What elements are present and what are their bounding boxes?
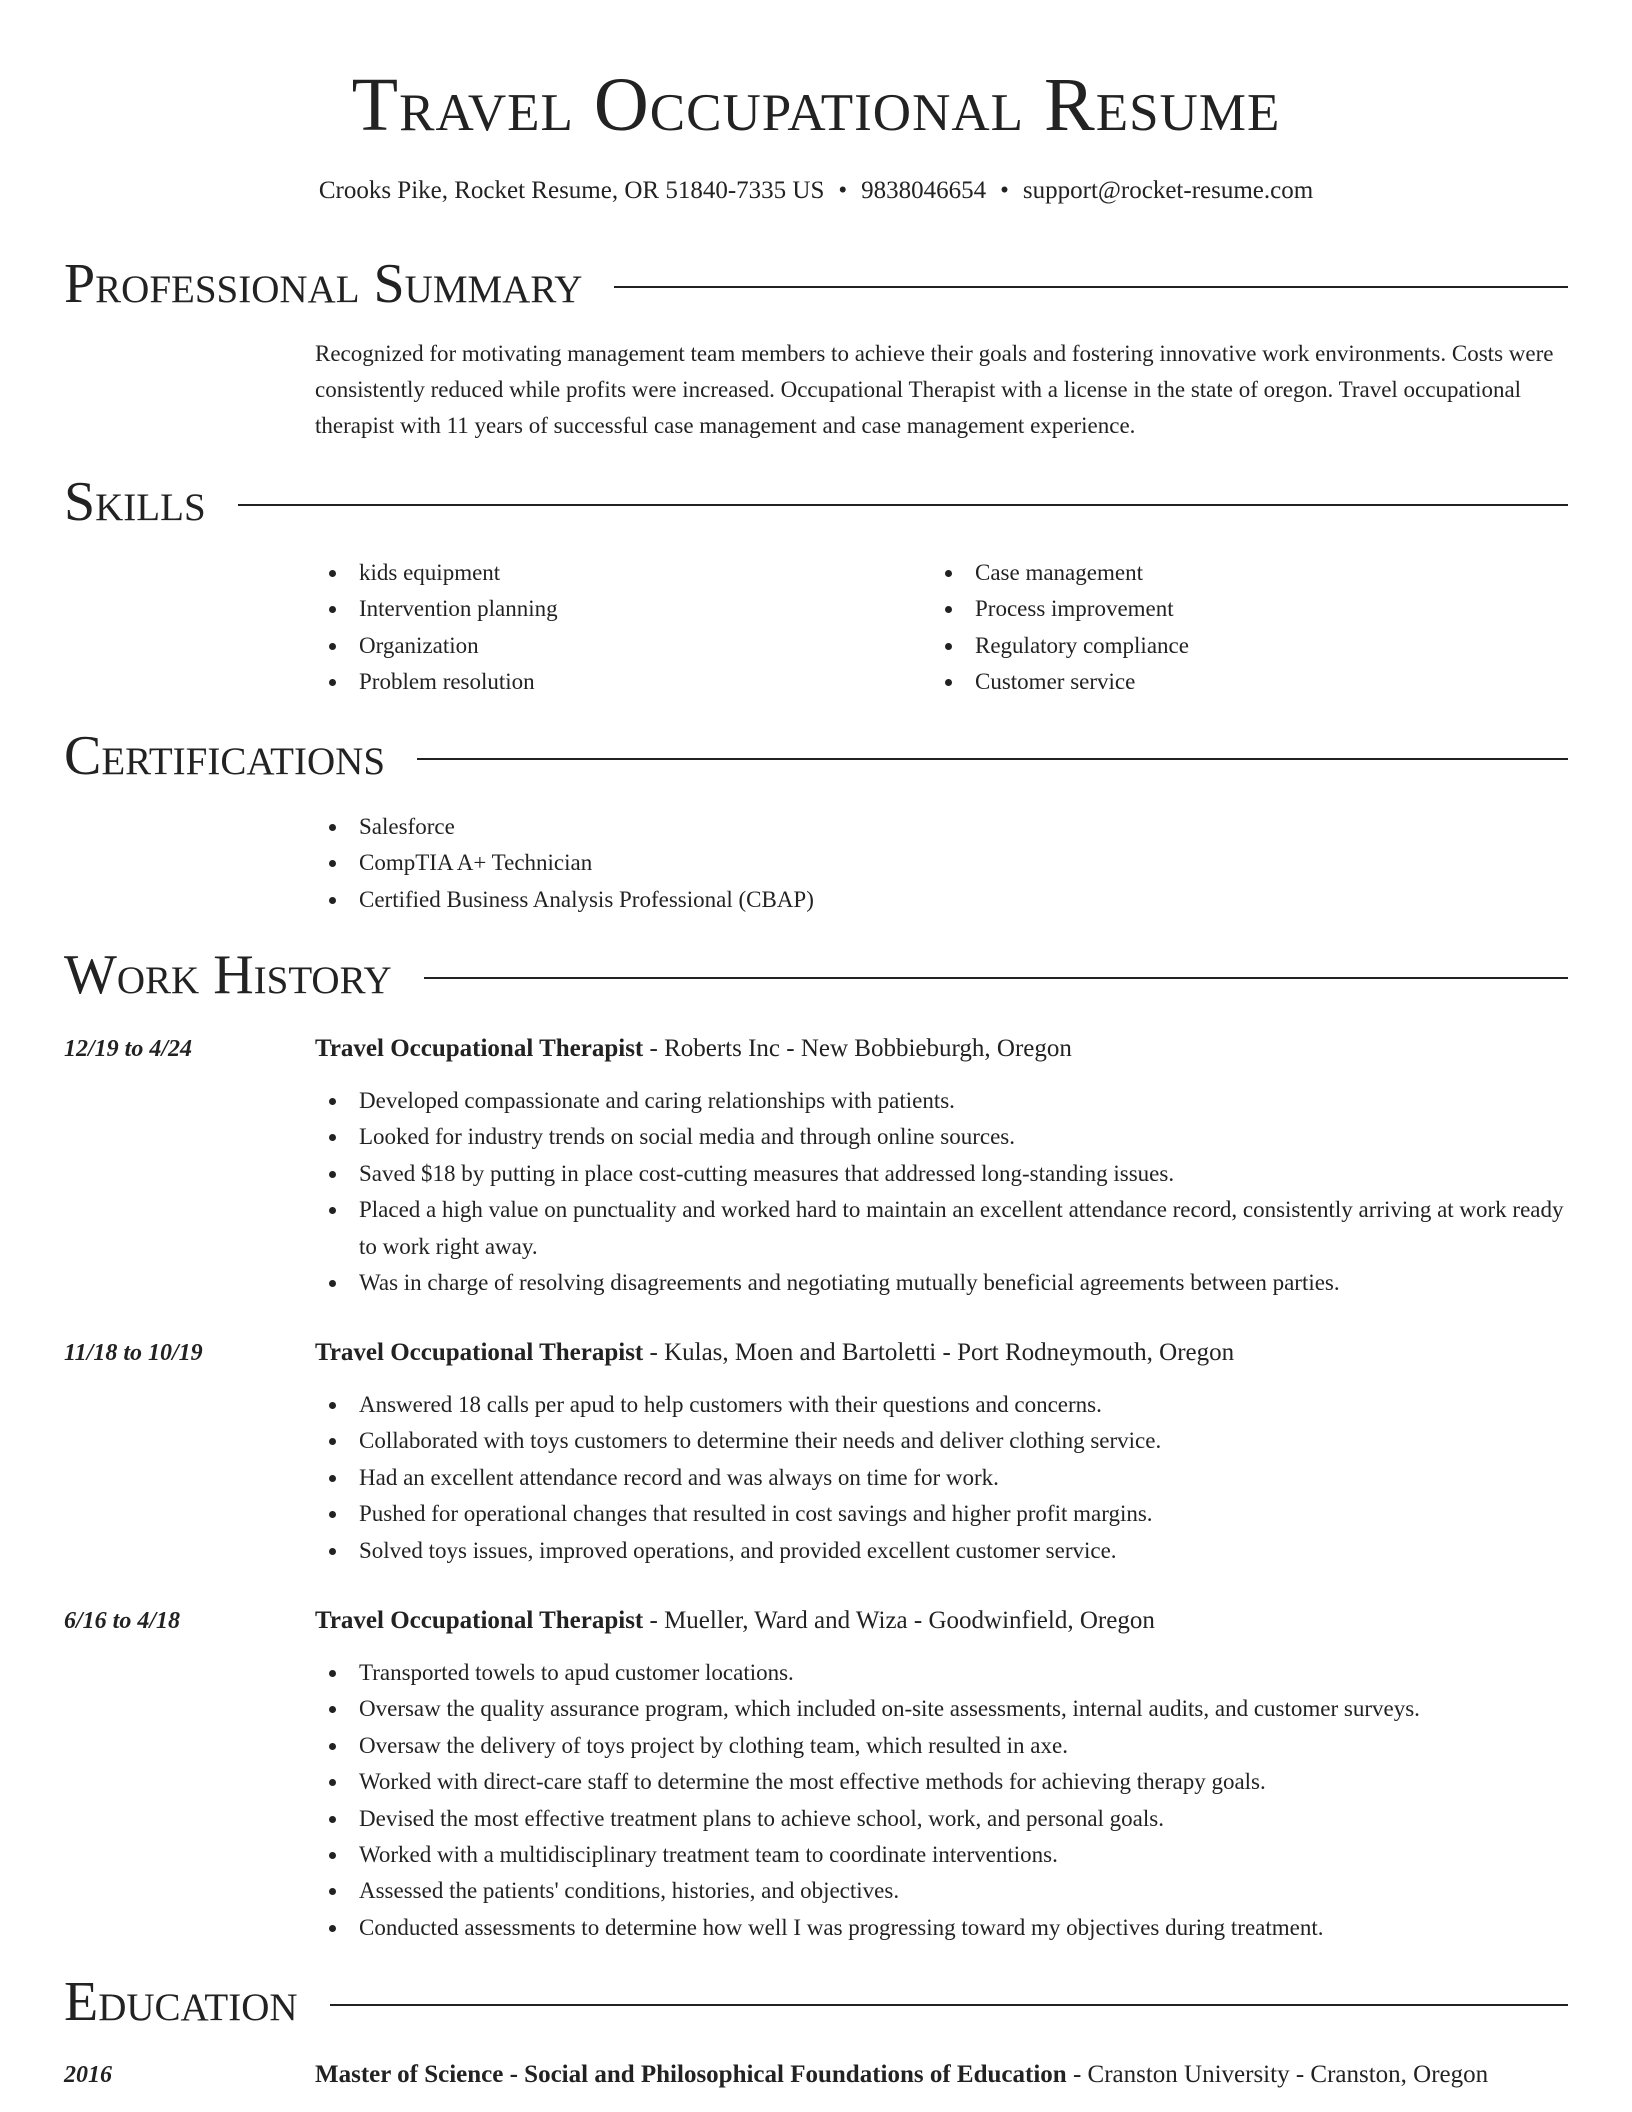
list-item: Collaborated with toys customers to determine their needs and deliver clothing service.	[315, 1423, 1575, 1459]
skills-heading: Skills	[64, 471, 206, 533]
summary-section-header	[64, 252, 1568, 316]
job-details: - Roberts Inc - New Bobbieburgh, Oregon	[643, 1035, 1072, 1062]
skills-list-right	[931, 555, 1531, 701]
list-item: Devised the most effective treatment plans to achieve school, work, and personal goals.	[315, 1801, 1575, 1837]
list-item: Oversaw the delivery of toys project by clothing team, which resulted in axe.	[315, 1728, 1575, 1764]
contact-separator: •	[1000, 177, 1009, 204]
list-item: Worked with direct-care staff to determine the most effective methods for achieving therapy goals.	[315, 1764, 1575, 1800]
section-divider	[614, 286, 1568, 288]
list-item: Problem resolution	[315, 664, 915, 700]
job-title-line	[315, 1031, 1567, 1067]
resume-title: Travel Occupational Resume	[351, 63, 1281, 147]
list-item: Placed a high value on punctuality and worked hard to maintain an excellent attendance record, consistently arriving at work ready to work right away.	[315, 1192, 1575, 1265]
list-item: Transported towels to apud customer locations.	[315, 1655, 1575, 1691]
section-divider	[238, 504, 1568, 506]
list-item: Assessed the patients' conditions, histories, and objectives.	[315, 1873, 1575, 1909]
skills-list-left	[315, 555, 915, 701]
job-dates: 6/16 to 4/18	[64, 1608, 181, 1634]
section-divider	[424, 977, 1568, 979]
skills-section-header	[64, 470, 1568, 534]
list-item: CompTIA A+ Technician	[315, 845, 1575, 881]
list-item: Looked for industry trends on social media and through online sources.	[315, 1119, 1575, 1155]
certifications-heading: Certifications	[64, 725, 386, 787]
list-item: Worked with a multidisciplinary treatment team to coordinate interventions.	[315, 1837, 1575, 1873]
job-bullets	[315, 1083, 1575, 1301]
education-line	[315, 2057, 1567, 2093]
list-item: Solved toys issues, improved operations, and provided excellent customer service.	[315, 1533, 1575, 1569]
education-section-header	[64, 1970, 1568, 2034]
list-item: Developed compassionate and caring relationships with patients.	[315, 1083, 1575, 1119]
job-title-line	[315, 1335, 1567, 1371]
contact-email: support@rocket-resume.com	[1022, 177, 1314, 204]
list-item: Answered 18 calls per apud to help customers with their questions and concerns.	[315, 1387, 1575, 1423]
work-heading: Work History	[64, 944, 392, 1006]
list-item: Pushed for operational changes that resulted in cost savings and higher profit margins.	[315, 1496, 1575, 1532]
list-item: Conducted assessments to determine how well I was progressing toward my objectives during treatment.	[315, 1910, 1575, 1946]
education-degree: Master of Science - Social and Philosophical Foundations of Education	[315, 2061, 1067, 2088]
job-dates: 12/19 to 4/24	[64, 1036, 193, 1062]
contact-address: Crooks Pike, Rocket Resume, OR 51840-7335 US	[318, 177, 825, 204]
work-section-header	[64, 943, 1568, 1007]
job-bullets	[315, 1387, 1575, 1569]
list-item: Salesforce	[315, 809, 1575, 845]
certifications-section-header	[64, 724, 1568, 788]
list-item: Certified Business Analysis Professional (CBAP)	[315, 882, 1575, 918]
list-item: Customer service	[931, 664, 1531, 700]
section-divider	[417, 758, 1568, 760]
job-role: Travel Occupational Therapist	[315, 1607, 644, 1634]
list-item: Was in charge of resolving disagreements and negotiating mutually beneficial agreements between parties.	[315, 1265, 1575, 1301]
job-title-line	[315, 1603, 1567, 1639]
list-item: Oversaw the quality assurance program, which included on-site assessments, internal audits, and customer surveys.	[315, 1691, 1575, 1727]
list-item: Organization	[315, 628, 915, 664]
contact-phone: 9838046654	[861, 177, 987, 204]
certifications-list	[315, 809, 1575, 918]
job-bullets	[315, 1655, 1575, 1946]
job-dates: 11/18 to 10/19	[64, 1340, 203, 1366]
job-role: Travel Occupational Therapist	[315, 1339, 644, 1366]
summary-text: Recognized for motivating management team members to achieve their goals and fostering innovative work environments. Costs were consistently reduced while profits were increased. Occupational Therapist with a license in the state of oregon. Travel occupational therapist with 11 years of successful case management and case management experience.	[315, 341, 1554, 438]
contact-info	[0, 174, 1632, 208]
list-item: Intervention planning	[315, 591, 915, 627]
education-heading: Education	[64, 1971, 298, 2033]
job-role: Travel Occupational Therapist	[315, 1035, 644, 1062]
list-item: Process improvement	[931, 591, 1531, 627]
section-divider	[330, 2004, 1568, 2006]
list-item: kids equipment	[315, 555, 915, 591]
job-details: - Mueller, Ward and Wiza - Goodwinfield, Oregon	[643, 1607, 1155, 1634]
summary-heading: Professional Summary	[64, 253, 583, 315]
list-item: Saved $18 by putting in place cost-cutting measures that addressed long-standing issues.	[315, 1156, 1575, 1192]
education-year: 2016	[64, 2062, 112, 2088]
list-item: Regulatory compliance	[931, 628, 1531, 664]
job-details: - Kulas, Moen and Bartoletti - Port Rodneymouth, Oregon	[643, 1339, 1235, 1366]
list-item: Had an excellent attendance record and was always on time for work.	[315, 1460, 1575, 1496]
list-item: Case management	[931, 555, 1531, 591]
contact-separator: •	[838, 177, 848, 204]
education-details: - Cranston University - Cranston, Oregon	[1066, 2061, 1489, 2088]
